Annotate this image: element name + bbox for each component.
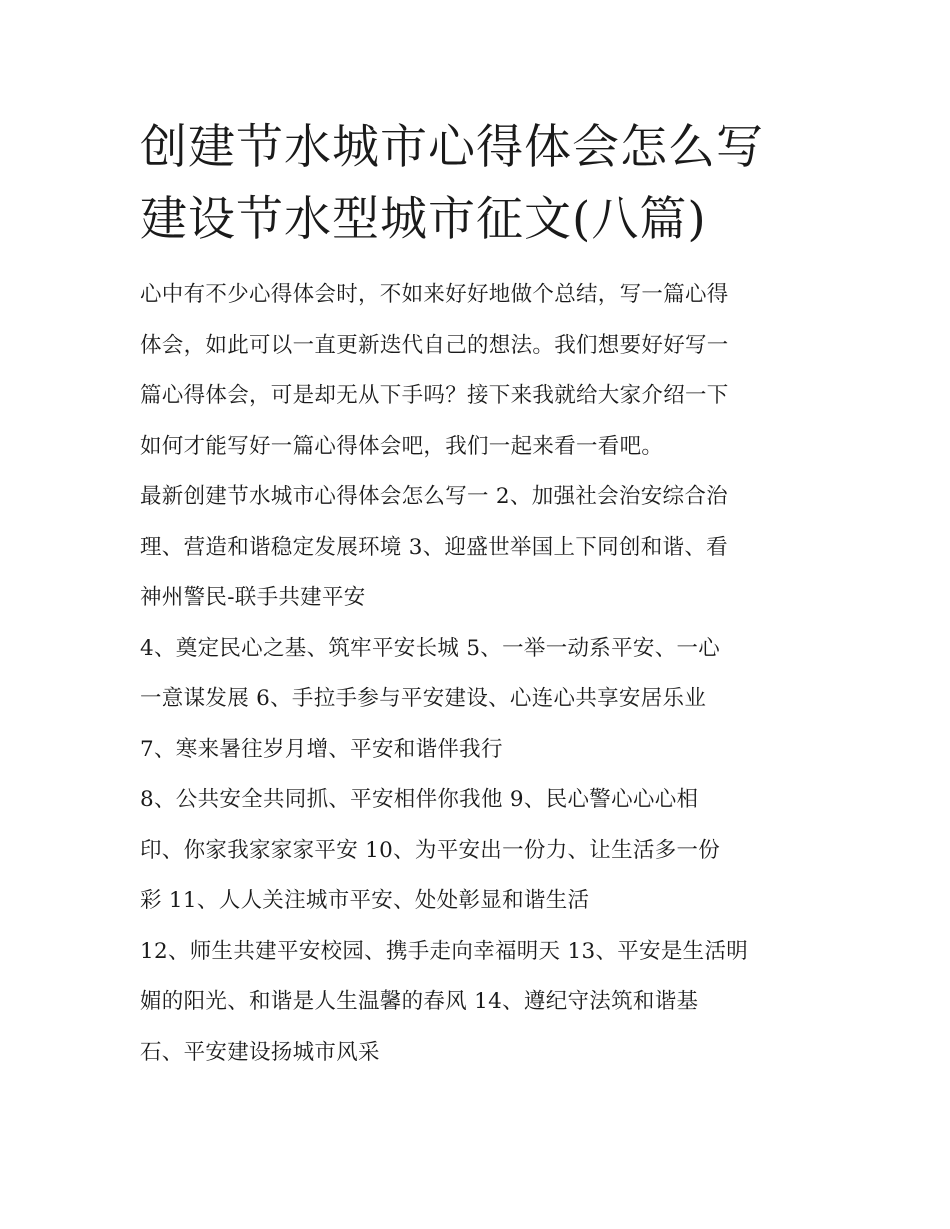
- text-line: 如何才能写好一篇心得体会吧，我们一起来看一看吧。: [140, 433, 664, 459]
- intro-paragraph: [140, 270, 820, 472]
- text-line: 篇心得体会，可是却无从下手吗？接下来我就给大家介绍一下: [140, 383, 729, 408]
- text-line: 4、奠定民心之基、筑牢平安长城 5、一举一动系平安、一心: [140, 635, 721, 661]
- text-line: 7、寒来暑往岁月增、平安和谐伴我行: [140, 736, 503, 762]
- document-body: [140, 270, 820, 1078]
- body-paragraph: [140, 927, 820, 1079]
- text-line: 媚的阳光、和谐是人生温馨的春风 14、遵纪守法筑和谐基: [140, 989, 699, 1014]
- title-line: 建设节水型城市征文(八篇): [140, 192, 707, 247]
- body-paragraph: [140, 472, 820, 624]
- text-line: 12、师生共建平安校园、携手走向幸福明天 13、平安是生活明: [140, 938, 749, 964]
- text-line: 彩 11、人人关注城市平安、处处彰显和谐生活: [140, 888, 590, 913]
- text-line: 神州警民-联手共建平安: [140, 585, 366, 610]
- text-line: 8、公共安全共同抓、平安相伴你我他 9、民心警心心心相: [140, 787, 699, 812]
- text-line: 印、你家我家家家平安 10、为平安出一份力、让生活多一份: [140, 837, 721, 863]
- text-line: 一意谋发展 6、手拉手参与平安建设、心连心共享安居乐业: [140, 686, 707, 711]
- body-paragraph: [140, 725, 820, 776]
- text-line: 心中有不少心得体会时，不如来好好地做个总结，写一篇心得: [140, 282, 729, 307]
- text-line: 石、平安建设扬城市风采: [140, 1039, 380, 1065]
- text-line: 体会，如此可以一直更新迭代自己的想法。我们想要好好写一: [140, 332, 729, 358]
- text-line: 最新创建节水城市心得体会怎么写一 2、加强社会治安综合治: [140, 484, 728, 509]
- title-line: 创建节水城市心得体会怎么写: [140, 120, 764, 175]
- body-paragraph: [140, 775, 820, 927]
- document-title: [140, 112, 820, 256]
- body-paragraph: [140, 624, 820, 725]
- text-line: 理、营造和谐稳定发展环境 3、迎盛世举国上下同创和谐、看: [140, 534, 728, 560]
- document-page: [140, 112, 820, 1078]
